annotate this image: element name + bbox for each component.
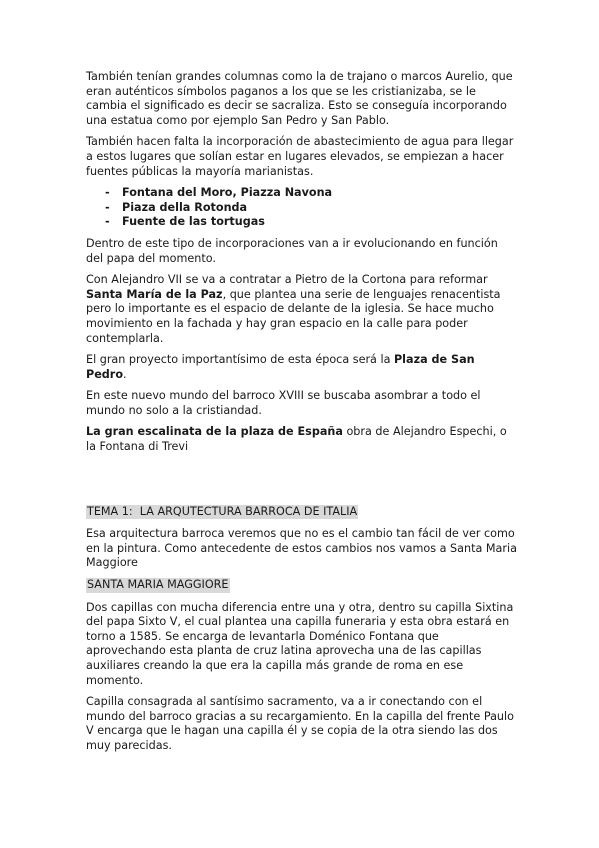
bold-term: Santa María de la Paz xyxy=(86,287,223,301)
paragraph-columnas: También tenían grandes columnas como la de trajano o marcos Aurelio, que eran auténticos símbolos paganos a los que se les cristianizaba, se le cambia el significado es decir se sacraliza. Esto se conseguía incorporando una estatua como por ejemplo San Pedro y San Pablo. xyxy=(86,70,513,127)
fountains-list xyxy=(86,186,518,230)
paragraph-text: El gran proyecto importantísimo de esta época será la xyxy=(86,353,394,367)
paragraph-text: Con Alejandro VII se va a contratar a Pietro de la Cortona para reformar xyxy=(86,273,488,287)
paragraph-text: , que plantea una serie de lenguajes renacentista pero lo importante es el espacio de delante de la iglesia. Se hace mucho movimiento en la fachada y hay gran espacio en la calle para poder contemplarla. xyxy=(86,287,501,345)
bullet-marker: - xyxy=(105,215,110,229)
list-item-text: Piaza della Rotonda xyxy=(122,200,248,214)
list-item xyxy=(86,186,518,201)
list-item xyxy=(86,201,518,216)
paragraph-text: . xyxy=(123,367,127,381)
bullet-marker: - xyxy=(105,200,110,214)
paragraph-text: obra de Alejandro Espechi, o la Fontana di Trevi xyxy=(86,425,507,454)
paragraph-evolucion: Dentro de este tipo de incorporaciones van a ir evolucionando en función del papa del momento. xyxy=(86,236,498,265)
paragraph-escalinata xyxy=(86,425,518,454)
paragraph-barroco: En este nuevo mundo del barroco XVIII se buscaba asombrar a todo el mundo no solo a la cristiandad. xyxy=(86,389,481,417)
section-heading-wrap xyxy=(86,505,518,520)
paragraph-capillas: Dos capillas con mucha diferencia entre una y otra, dentro su capilla Sixtina del papa Sixto V, el cual plantea una capilla funeraria y esta obra estará en torno a 1585. Se encarga de levantarla Doménico Fontana que aprovechando esta planta de cruz latina aprovecha una de las capillas auxiliares creando la que era la capilla más grande de roma en ese momento. xyxy=(86,600,514,687)
subsection-heading: SANTA MARIA MAGGIORE xyxy=(87,578,229,592)
bullet-marker: - xyxy=(105,186,110,200)
subsection-heading-wrap xyxy=(86,578,518,593)
document-page xyxy=(86,70,518,761)
list-item-text: Fontana del Moro, Piazza Navona xyxy=(122,186,333,200)
bold-term: La gran escalinata de la plaza de España xyxy=(86,425,343,439)
section-heading: TEMA 1: LA ARQUTECTURA BARROCA DE ITALIA xyxy=(87,504,358,518)
paragraph-agua: También hacen falta la incorporación de abastecimiento de agua para llegar a estos lugares que solían estar en lugares elevados, se empiezan a hacer fuentes públicas la mayoría marianistas. xyxy=(86,135,514,178)
list-item xyxy=(86,215,518,230)
paragraph-alejandro xyxy=(86,273,518,346)
spacer xyxy=(86,462,518,505)
list-item-text: Fuente de las tortugas xyxy=(122,215,265,229)
bold-term: Plaza de San Pedro xyxy=(86,353,475,381)
paragraph-arquitectura: Esa arquitectura barroca veremos que no es el cambio tan fácil de ver como en la pintura. Como antecedente de estos cambios nos vamos a Santa Maria Maggiore xyxy=(86,527,517,570)
paragraph-capilla-consagrada: Capilla consagrada al santísimo sacramento, va a ir conectando con el mundo del barroco gracias a su recargamiento. En la capilla del frente Paulo V encarga que le hagan una capilla él y se copia de la otra siendo las dos muy parecidas. xyxy=(86,695,514,752)
paragraph-gran-proyecto xyxy=(86,353,518,382)
